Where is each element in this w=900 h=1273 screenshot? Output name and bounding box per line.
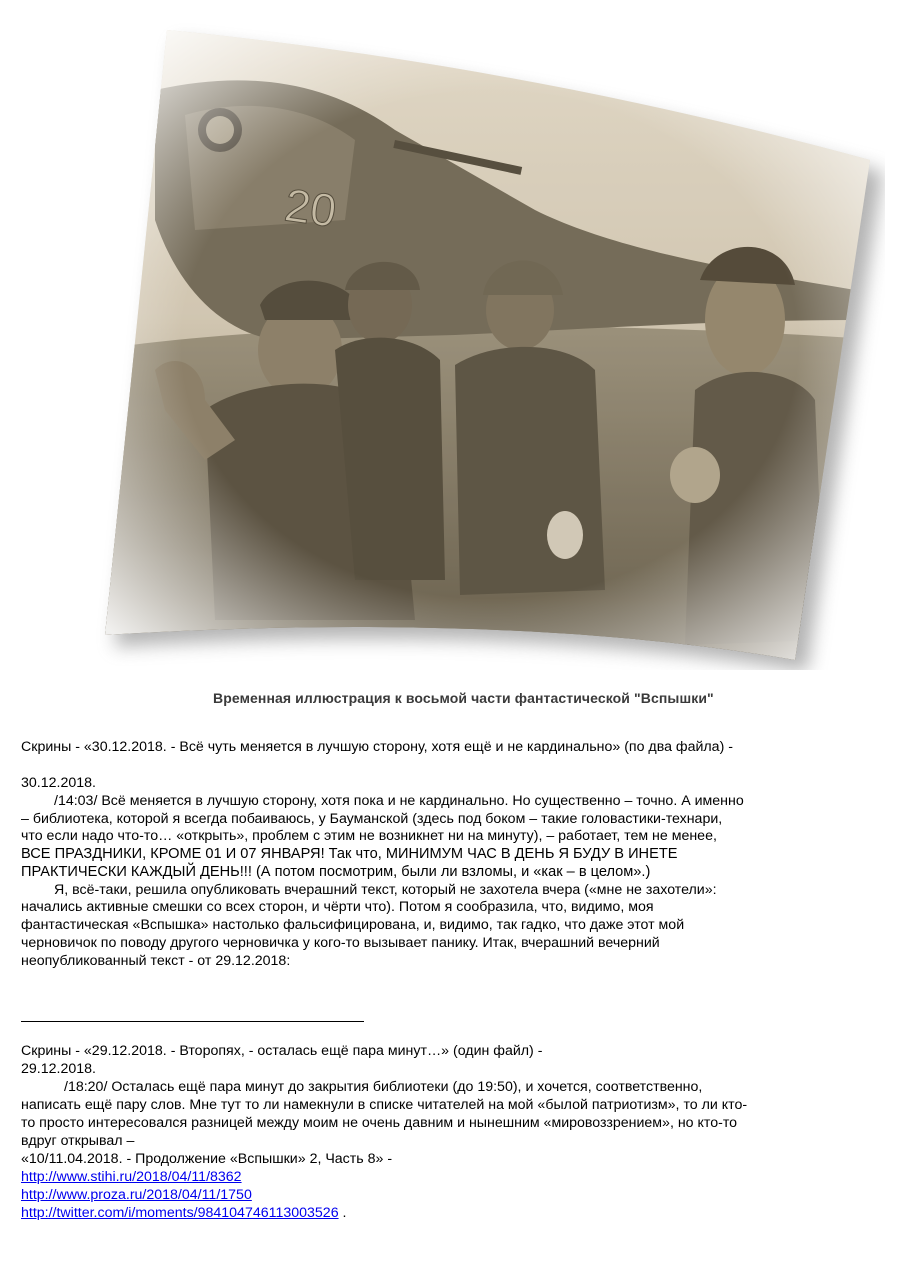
date-line-1: 30.12.2018. <box>21 775 96 791</box>
link-line <box>21 1169 242 1187</box>
photo-illustration <box>95 20 885 670</box>
paragraph-2-line: черновичок по поводу другого черновичка у кого-то вызывает панику. Итак, вчерашний вечерний <box>21 935 660 951</box>
paragraph-1-line: ВСЕ ПРАЗДНИКИ, КРОМЕ 01 И 07 ЯНВАРЯ! Так что, МИНИМУМ ЧАС В ДЕНЬ Я БУДУ В ИНЕТЕ <box>21 846 678 862</box>
reference-title: «10/11.04.2018. - Продолжение «Вспышки» 2, Часть 8» - <box>21 1151 393 1167</box>
paragraph-3-line: вдруг открывал – <box>21 1133 135 1149</box>
stihi-link[interactable]: http://www.stihi.ru/2018/04/11/8362 <box>21 1169 242 1185</box>
paragraph-3-line: то просто интересовался разницей между моим не очень давним и нынешним «мировоззрением», но кто-то <box>21 1115 738 1131</box>
paragraph-2-line: фантастическая «Вспышка» настолько фальсифицирована, и, видимо, так гадко, что даже этот мой <box>21 917 685 933</box>
paragraph-1-line: ПРАКТИЧЕСКИ КАЖДЫЙ ДЕНЬ!!! (А потом посмотрим, были ли взломы, и «как – в целом».) <box>21 864 651 880</box>
link-line <box>21 1187 252 1205</box>
photo-caption: Временная иллюстрация к восьмой части фантастической "Вспышки" <box>213 690 714 706</box>
twitter-link[interactable]: http://twitter.com/i/moments/984104746113003526 <box>21 1205 339 1221</box>
section-divider <box>21 1021 364 1022</box>
paragraph-3-line: /18:20/ Осталась ещё пара минут до закрытия библиотеки (до 19:50), и хочется, соответственно, <box>64 1079 703 1095</box>
sepia-photo <box>95 20 885 670</box>
link-line <box>21 1205 347 1223</box>
paragraph-2-line: начались активные смешки со всех сторон, и чёрти что). Потом я сообразила, что, видимо, моя <box>21 899 654 915</box>
paragraph-1-line: /14:03/ Всё меняется в лучшую сторону, хотя пока и не кардинально. Но существенно – точно. А именно <box>54 793 744 809</box>
paragraph-2-line: Я, всё-таки, решила опубликовать вчерашний текст, который не захотела вчера («мне не захотели»: <box>54 882 717 898</box>
paragraph-1-line: что если надо что-то… «открыть», проблем с этим не возникнет ни на минуту), – работает, тем не менее, <box>21 828 717 844</box>
trailing-period: . <box>342 1205 347 1221</box>
paragraph-1-line: – библиотека, которой я всегда побаиваюсь, у Бауманской (здесь под боком – такие головастики-технари, <box>21 811 723 827</box>
paragraph-3-line: написать ещё пару слов. Мне тут то ли намекнули в списке читателей на мой «былой патриотизм», то ли кто- <box>21 1097 748 1113</box>
proza-link[interactable]: http://www.proza.ru/2018/04/11/1750 <box>21 1187 252 1203</box>
date-line-2: 29.12.2018. <box>21 1061 96 1077</box>
intro-line-1: Скрины - «30.12.2018. - Всё чуть меняется в лучшую сторону, хотя ещё и не кардинально» (по два файла) - <box>21 739 733 755</box>
paragraph-2-line: неопубликованный текст - от 29.12.2018: <box>21 953 291 969</box>
intro-line-2: Скрины - «29.12.2018. - Второпях, - осталась ещё пара минут…» (один файл) - <box>21 1043 543 1059</box>
